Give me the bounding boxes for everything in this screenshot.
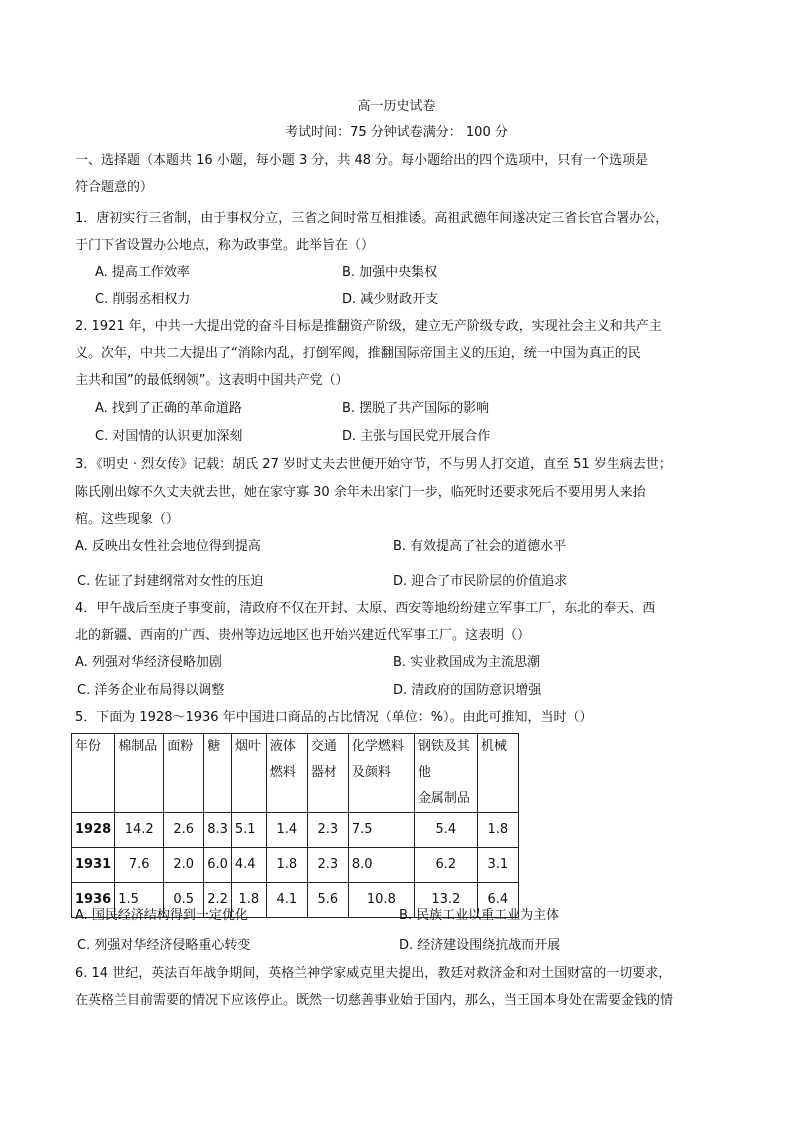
table-row [72,813,519,848]
table-cell: 1936 [72,883,115,918]
question-3-line1: 3．《明史 · 烈女传》记载：胡氏 27 岁时丈夫去世便开始守节，不与男人打交道，直至 51 岁生病去世； [75,457,672,472]
table-cell: 2.3 [307,848,348,883]
table-cell: 6.4 [477,883,518,918]
question-6-line1: 6. 14 世纪，英法百年战争期间，英格兰神学家威克里夫提出，教廷对救济金和对土国财富的一切要求， [75,966,672,981]
table-header-cell: 液体 燃料 [266,734,307,813]
table-cell: 5.6 [307,883,348,918]
table-cell: 4.1 [266,883,307,918]
question-2-option-d: D. 主张与国民党开展合作 [342,429,491,444]
table-cell: 2.0 [164,848,204,883]
table-header-cell: 钢铁及其他 金属制品 [414,734,477,813]
table-cell: 1.8 [231,883,266,918]
question-2-option-a: A. 找到了正确的革命道路 [95,401,242,416]
question-1-option-d: D. 减少财政开支 [342,292,439,307]
page-title: 高一历史试卷 [357,99,436,114]
table-cell: 1.8 [266,848,307,883]
question-4-option-c: C. 洋务企业布局得以调整 [77,683,225,698]
question-1-option-c: C. 削弱丞相权力 [95,292,191,307]
table-cell: 2.3 [307,813,348,848]
question-3-line2: 陈氏刚出嫁不久丈夫就去世，她在家守寡 30 余年未出家门一步，临死时还要求死后不要用男人来抬 [75,485,646,500]
table-cell: 1931 [72,848,115,883]
table-cell: 1928 [72,813,115,848]
exam-info: 考试时间：75 分钟试卷满分： 100 分 [285,125,508,140]
question-2-line2: 义。次年，中共二大提出了“消除内乱，打倒军阀，推翻国际帝国主义的压迫，统一中国为真正的民 [75,346,641,361]
question-2-option-c: C. 对国情的认识更加深刻 [95,429,243,444]
table-cell: 8.0 [348,848,414,883]
question-4-option-b: B. 实业救国成为主流思潮 [393,655,541,670]
question-1-option-a: A. 提高工作效率 [95,265,190,280]
question-1-option-b: B. 加强中央集权 [342,265,438,280]
question-5-option-d: D. 经济建设围绕抗战而开展 [399,938,561,953]
table-cell: 8.3 [204,813,232,848]
question-4-line1: 4．甲午战后至庚子事变前，清政府不仅在开封、太原、西安等地纷纷建立军事工厂，东北的奉天、西 [75,601,656,616]
table-header-cell: 交通 器材 [307,734,348,813]
table-cell: 2.2 [204,883,232,918]
table-header-cell: 机械 [477,734,518,813]
table-cell: 5.4 [414,813,477,848]
table-cell: 7.6 [115,848,164,883]
table-header-cell: 面粉 [164,734,204,813]
table-header-cell: 烟叶 [231,734,266,813]
question-4-option-d: D. 清政府的国防意识增强 [393,683,542,698]
table-cell: 5.1 [231,813,266,848]
question-5-option-b: B. 民族工业以重工业为主体 [399,908,560,923]
question-2-line1: 2. 1921 年，中共一大提出党的奋斗目标是推翻资产阶级，建立无产阶级专政，实现社会主义和共产主 [75,319,662,334]
question-1-line1: 1．唐初实行三省制，由于事权分立，三省之间时常互相推诿。高祖武德年间遂决定三省长官合署办公， [75,211,669,226]
question-3-option-b: B. 有效提高了社会的道德水平 [393,539,567,554]
question-2-option-b: B. 摆脱了共产国际的影响 [342,401,490,416]
question-4-option-a: A. 列强对华经济侵略加剧 [75,655,222,670]
table-cell: 10.8 [348,883,414,918]
question-3-option-d: D. 迎合了市民阶层的价值追求 [393,574,568,589]
question-4-line2: 北的新疆、西南的广西、贵州等边远地区也开始兴建近代军事工厂。这表明（） [75,628,531,643]
table-cell: 14.2 [115,813,164,848]
question-3-line3: 棺。这些现象（） [75,512,180,527]
table-cell: 7.5 [348,813,414,848]
table-header-row [72,734,519,813]
table-cell: 3.1 [477,848,518,883]
question-1-line2: 于门下省设置办公地点，称为政事堂。此举旨在（） [75,238,375,253]
question-5-option-c: C. 列强对华经济侵略重心转变 [77,938,251,953]
table-cell: 1.8 [477,813,518,848]
table-header-cell: 化学燃料 及颜料 [348,734,414,813]
section-heading-line2: 符合题意的） [75,180,154,195]
question-5-line1: 5．下面为 1928～1936 年中国进口商品的占比情况（单位：%）。由此可推知，当时（） [75,710,593,725]
table-cell: 6.0 [204,848,232,883]
table-cell: 1.5 [115,883,164,918]
question-3-option-c: C. 佐证了封建纲常对女性的压迫 [77,574,264,589]
table-cell: 0.5 [164,883,204,918]
table-header-cell: 年份 [72,734,115,813]
question-3-option-a: A. 反映出女性社会地位得到提高 [75,539,261,554]
table-header-cell: 棉制品 [115,734,164,813]
table-row [72,848,519,883]
question-2-line3: 主共和国”的最低纲领”。这表明中国共产党（） [75,373,349,388]
table-header-cell: 糖 [204,734,232,813]
table-cell: 2.6 [164,813,204,848]
table-cell: 1.4 [266,813,307,848]
table-cell: 6.2 [414,848,477,883]
section-heading-line1: 一、选择题（本题共 16 小题，每小题 3 分，共 48 分。每小题给出的四个选项中，只有一个选项是 [75,153,649,168]
import-share-table [71,733,519,918]
question-5-option-a: A. 国民经济结构得到一定优化 [75,908,248,923]
table-cell: 13.2 [414,883,477,918]
question-6-line2: 在英格兰目前需要的情况下应该停止。既然一切慈善事业始于国内，那么，当王国本身处在需要金钱的情 [75,993,674,1008]
table-cell: 4.4 [231,848,266,883]
